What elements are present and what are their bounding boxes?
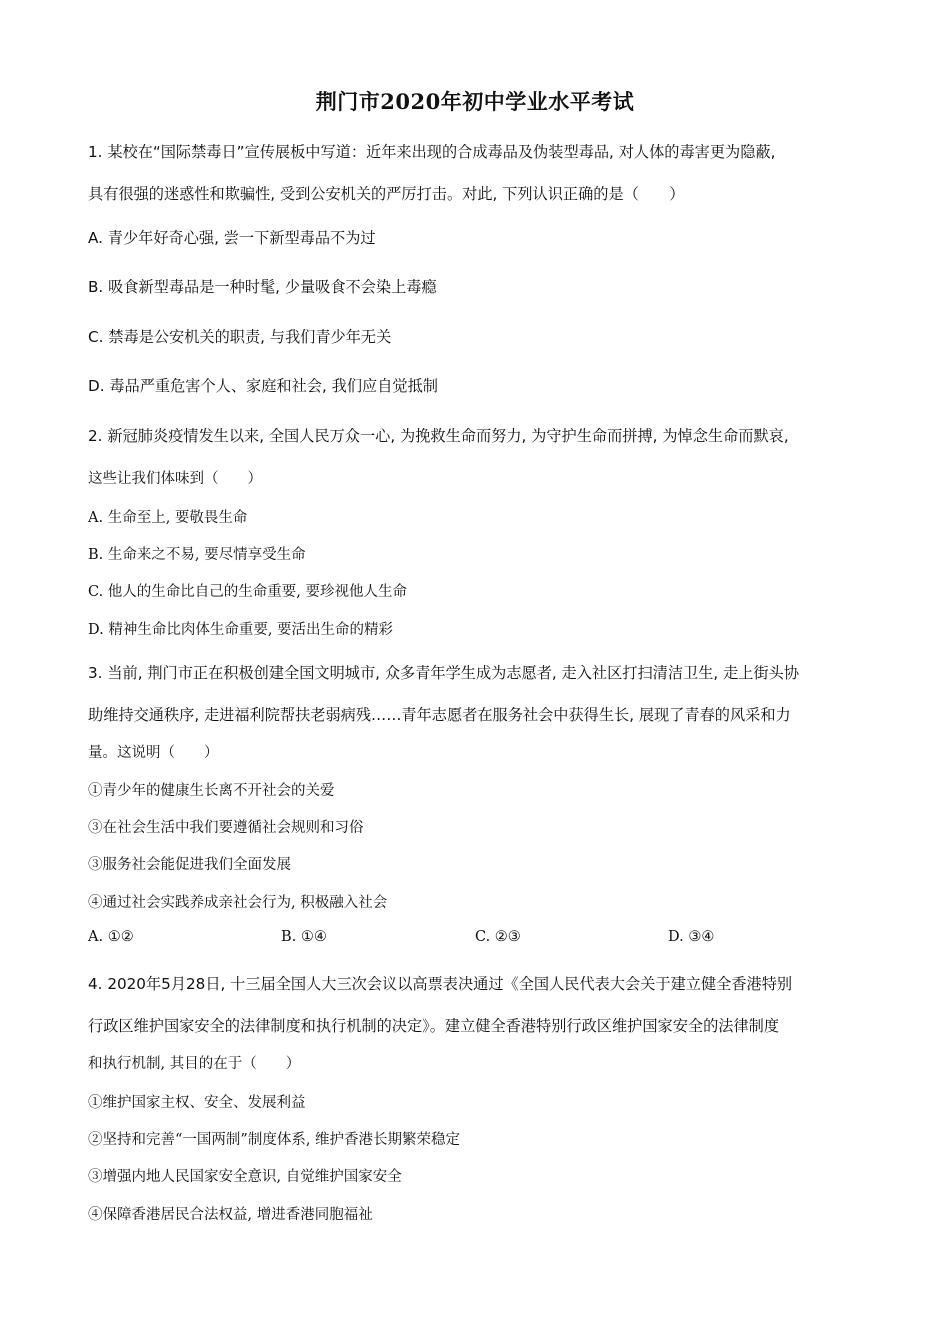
q3-statement-2: ③在社会生活中我们要遵循社会规则和习俗	[88, 820, 364, 836]
q1-option-a: A. 青少年好奇心强, 尝一下新型毒品不为过	[88, 229, 376, 247]
q3-choice-a: A. ①②	[88, 929, 134, 945]
q4-stem-line-1: 4. 2020年5月28日, 十三届全国人大三次会议以高票表决通过《全国人民代表大会关于建立健全香港特别	[88, 975, 793, 993]
q4-statement-2: ②坚持和完善“一国两制”制度体系, 维护香港长期繁荣稳定	[88, 1132, 461, 1148]
q3-choice-d: D. ③④	[668, 929, 715, 945]
q1-option-c: C. 禁毒是公安机关的职责, 与我们青少年无关	[88, 328, 392, 346]
q1-option-b: B. 吸食新型毒品是一种时髦, 少量吸食不会染上毒瘾	[88, 278, 437, 296]
q2-stem-line-1: 2. 新冠肺炎疫情发生以来, 全国人民万众一心, 为挽救生命而努力, 为守护生命而拼搏, 为悼念生命而默哀,	[88, 427, 789, 445]
q1-stem-line-1: 1. 某校在“国际禁毒日”宣传展板中写道：近年来出现的合成毒品及伪装型毒品, 对人体的毒害更为隐蔽,	[88, 143, 776, 161]
q3-stem-line-2: 助维持交通秩序, 走进福利院帮扶老弱病残……青年志愿者在服务社会中获得生长, 展现了青春的风采和力	[88, 706, 791, 724]
q4-statement-4: ④保障香港居民合法权益, 增进香港同胞福祉	[88, 1207, 373, 1223]
q4-stem-line-3: 和执行机制, 其目的在于（ ）	[88, 1056, 301, 1072]
q4-statement-3: ③增强内地人民国家安全意识, 自觉维护国家安全	[88, 1169, 402, 1185]
q1-option-d: D. 毒品严重危害个人、家庭和社会, 我们应自觉抵制	[88, 377, 438, 395]
q3-statement-4: ④通过社会实践养成亲社会行为, 积极融入社会	[88, 895, 388, 911]
q3-statement-3: ③服务社会能促进我们全面发展	[88, 857, 291, 873]
exam-title: 荆门市2020年初中学业水平考试	[315, 89, 635, 114]
q2-option-b: B. 生命来之不易, 要尽情享受生命	[88, 547, 306, 563]
q3-stem-line-1: 3. 当前, 荆门市正在积极创建全国文明城市, 众多青年学生成为志愿者, 走入社区打扫清洁卫生, 走上街头协	[88, 664, 800, 682]
q4-stem-line-2: 行政区维护国家安全的法律制度和执行机制的决定》。建立健全香港特别行政区维护国家安全的法律制度	[88, 1017, 780, 1035]
q2-option-d: D. 精神生命比肉体生命重要, 要活出生命的精彩	[88, 622, 394, 638]
q2-option-a: A. 生命至上, 要敬畏生命	[88, 510, 248, 526]
q3-choice-c: C. ②③	[475, 929, 521, 945]
q1-stem-line-2: 具有很强的迷惑性和欺骗性, 受到公安机关的严厉打击。对此, 下列认识正确的是（ ）	[88, 185, 685, 203]
q3-choice-b: B. ①④	[281, 929, 327, 945]
q4-statement-1: ①维护国家主权、安全、发展利益	[88, 1095, 306, 1111]
q2-stem-line-2: 这些让我们体味到（ ）	[88, 471, 262, 487]
q3-statement-1: ①青少年的健康生长离不开社会的关爱	[88, 783, 335, 799]
q3-stem-line-3: 量。这说明（ ）	[88, 745, 219, 761]
q2-option-c: C. 他人的生命比自己的生命重要, 要珍视他人生命	[88, 584, 408, 600]
